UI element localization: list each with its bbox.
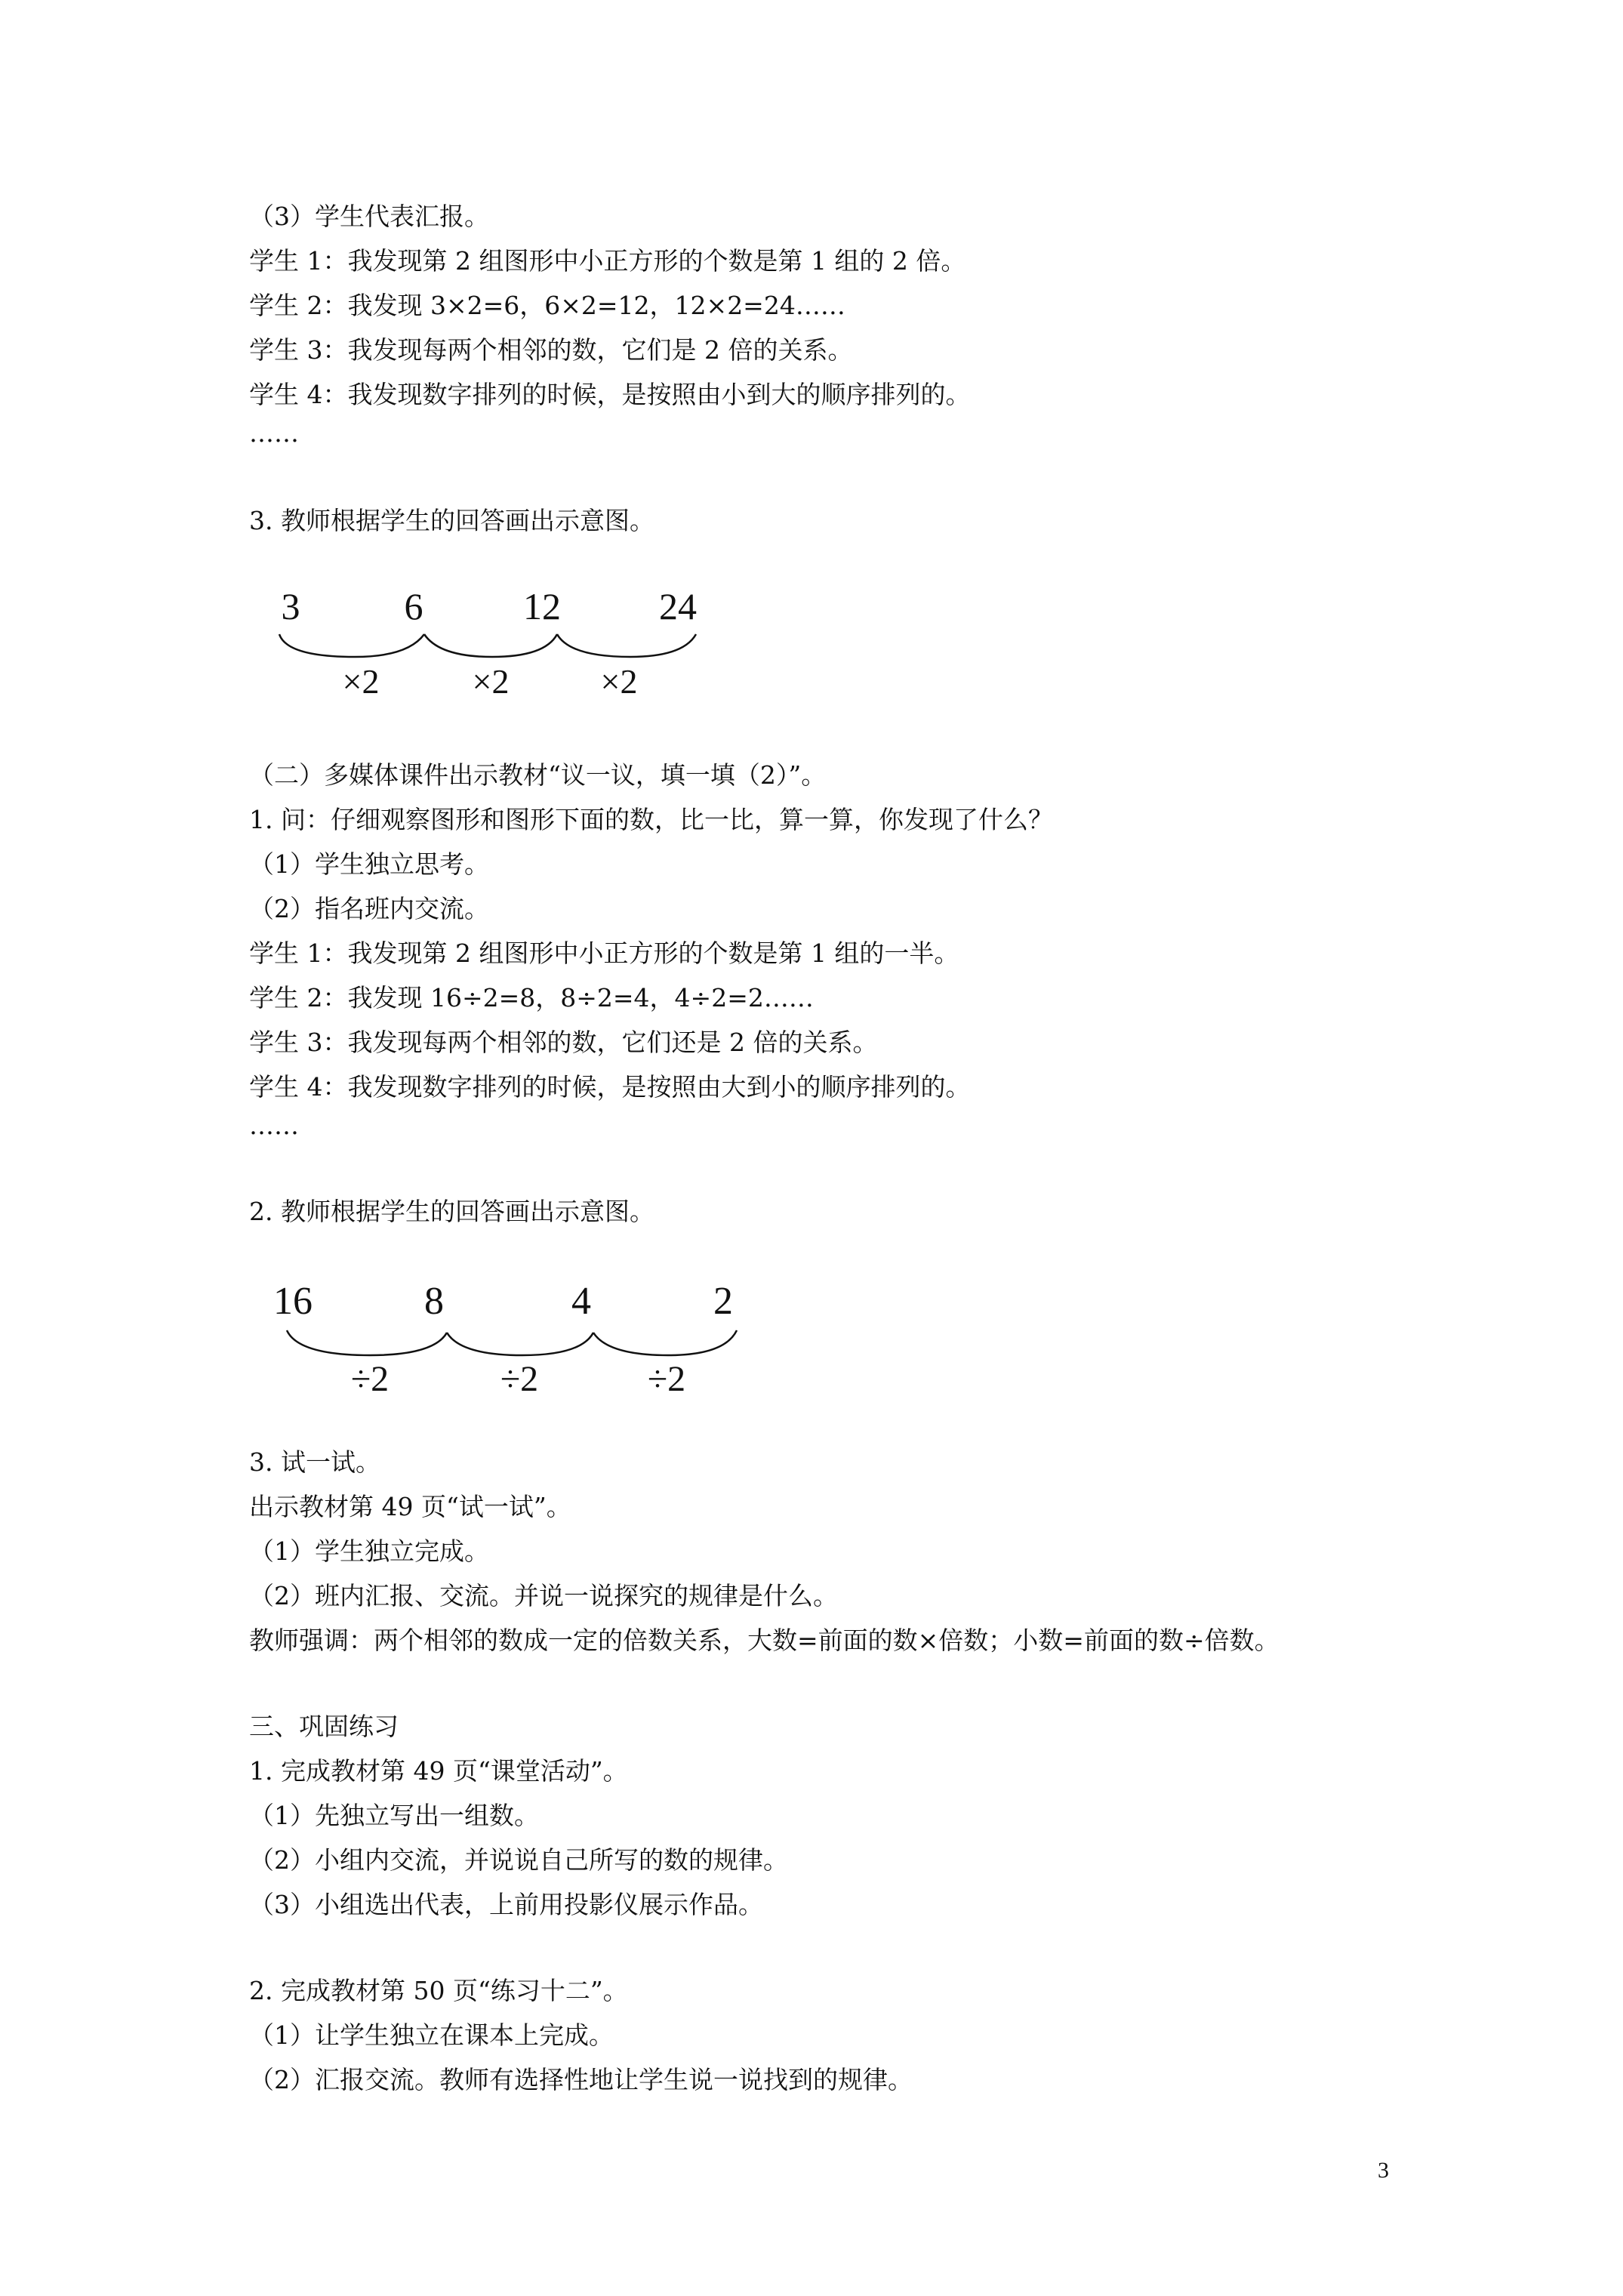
text-line: （3）小组选出代表，上前用投影仪展示作品。 — [249, 1890, 763, 1919]
heading-diagram-2: 2. 教师根据学生的回答画出示意图。 — [249, 1197, 654, 1226]
diagram-number: 3 — [281, 585, 300, 627]
text-line: （1）学生独立思考。 — [249, 849, 489, 879]
text-line: （1）学生独立完成。 — [249, 1536, 489, 1566]
diagram-number: 24 — [659, 585, 697, 627]
text-line: 3. 试一试。 — [249, 1447, 380, 1477]
text-line: 出示教材第 49 页“试一试”。 — [249, 1492, 571, 1521]
diagram-multiply — [249, 581, 717, 710]
diagram-number: 2 — [713, 1280, 733, 1323]
diagram-number: 4 — [571, 1280, 591, 1323]
diagram-number: 16 — [273, 1280, 313, 1323]
text-line: （3）学生代表汇报。 — [249, 202, 489, 231]
text-line: 学生 2：我发现 16÷2=8，8÷2=4，4÷2=2…… — [249, 983, 814, 1012]
diagram-operator: ÷2 — [350, 1359, 390, 1399]
text-line: 学生 3：我发现每两个相邻的数，它们是 2 倍的关系。 — [249, 335, 853, 365]
text-line: 1. 完成教材第 49 页“课堂活动”。 — [249, 1756, 628, 1786]
text-line: 2. 完成教材第 50 页“练习十二”。 — [249, 1976, 628, 2005]
text-line: （2）小组内交流，并说说自己所写的数的规律。 — [249, 1845, 788, 1875]
text-line: 学生 4：我发现数字排列的时候，是按照由大到小的顺序排列的。 — [249, 1072, 971, 1102]
diagram-number: 8 — [424, 1280, 444, 1323]
text-line: （2）班内汇报、交流。并说一说探究的规律是什么。 — [249, 1581, 838, 1610]
diagram-operator: ×2 — [342, 662, 380, 701]
diagram-number: 6 — [404, 585, 423, 627]
brace-curve — [557, 634, 696, 657]
text-line: 1. 问：仔细观察图形和图形下面的数，比一比，算一算，你发现了什么？ — [249, 805, 1053, 834]
text-line: （二）多媒体课件出示教材“议一议，填一填（2）”。 — [249, 760, 827, 790]
text-line: （2）指名班内交流。 — [249, 894, 489, 923]
text-line: 教师强调：两个相邻的数成一定的倍数关系，大数=前面的数×倍数；小数=前面的数÷倍数。 — [249, 1626, 1280, 1655]
text-line: 学生 2：我发现 3×2=6，6×2=12，12×2=24…… — [249, 291, 845, 320]
text-line: （1）让学生独立在课本上完成。 — [249, 2020, 614, 2050]
ellipsis-line: …… — [249, 1111, 299, 1140]
diagram-operator: ÷2 — [647, 1359, 686, 1399]
text-line: 学生 1：我发现第 2 组图形中小正方形的个数是第 1 组的 2 倍。 — [249, 246, 966, 276]
diagram-operator: ×2 — [472, 662, 510, 701]
heading-diagram-1: 3. 教师根据学生的回答画出示意图。 — [249, 506, 654, 535]
brace-curve — [287, 1330, 447, 1355]
brace-curve — [424, 634, 557, 657]
text-line: （1）先独立写出一组数。 — [249, 1801, 539, 1830]
text-line: 学生 3：我发现每两个相邻的数，它们还是 2 倍的关系。 — [249, 1028, 878, 1057]
diagram-operator: ÷2 — [500, 1359, 539, 1399]
diagram-divide — [249, 1268, 762, 1404]
brace-curve — [593, 1330, 737, 1355]
page-number: 3 — [1378, 2158, 1389, 2183]
text-line: 学生 4：我发现数字排列的时候，是按照由小到大的顺序排列的。 — [249, 380, 971, 409]
text-line: （2）汇报交流。教师有选择性地让学生说一说找到的规律。 — [249, 2065, 913, 2094]
brace-curve — [279, 634, 424, 657]
diagram-operator: ×2 — [600, 662, 638, 701]
diagram-number: 12 — [523, 585, 561, 627]
ellipsis-line: …… — [249, 418, 299, 448]
brace-curve — [447, 1333, 593, 1355]
section-heading: 三、巩固练习 — [249, 1712, 399, 1741]
text-line: 学生 1：我发现第 2 组图形中小正方形的个数是第 1 组的一半。 — [249, 938, 959, 968]
